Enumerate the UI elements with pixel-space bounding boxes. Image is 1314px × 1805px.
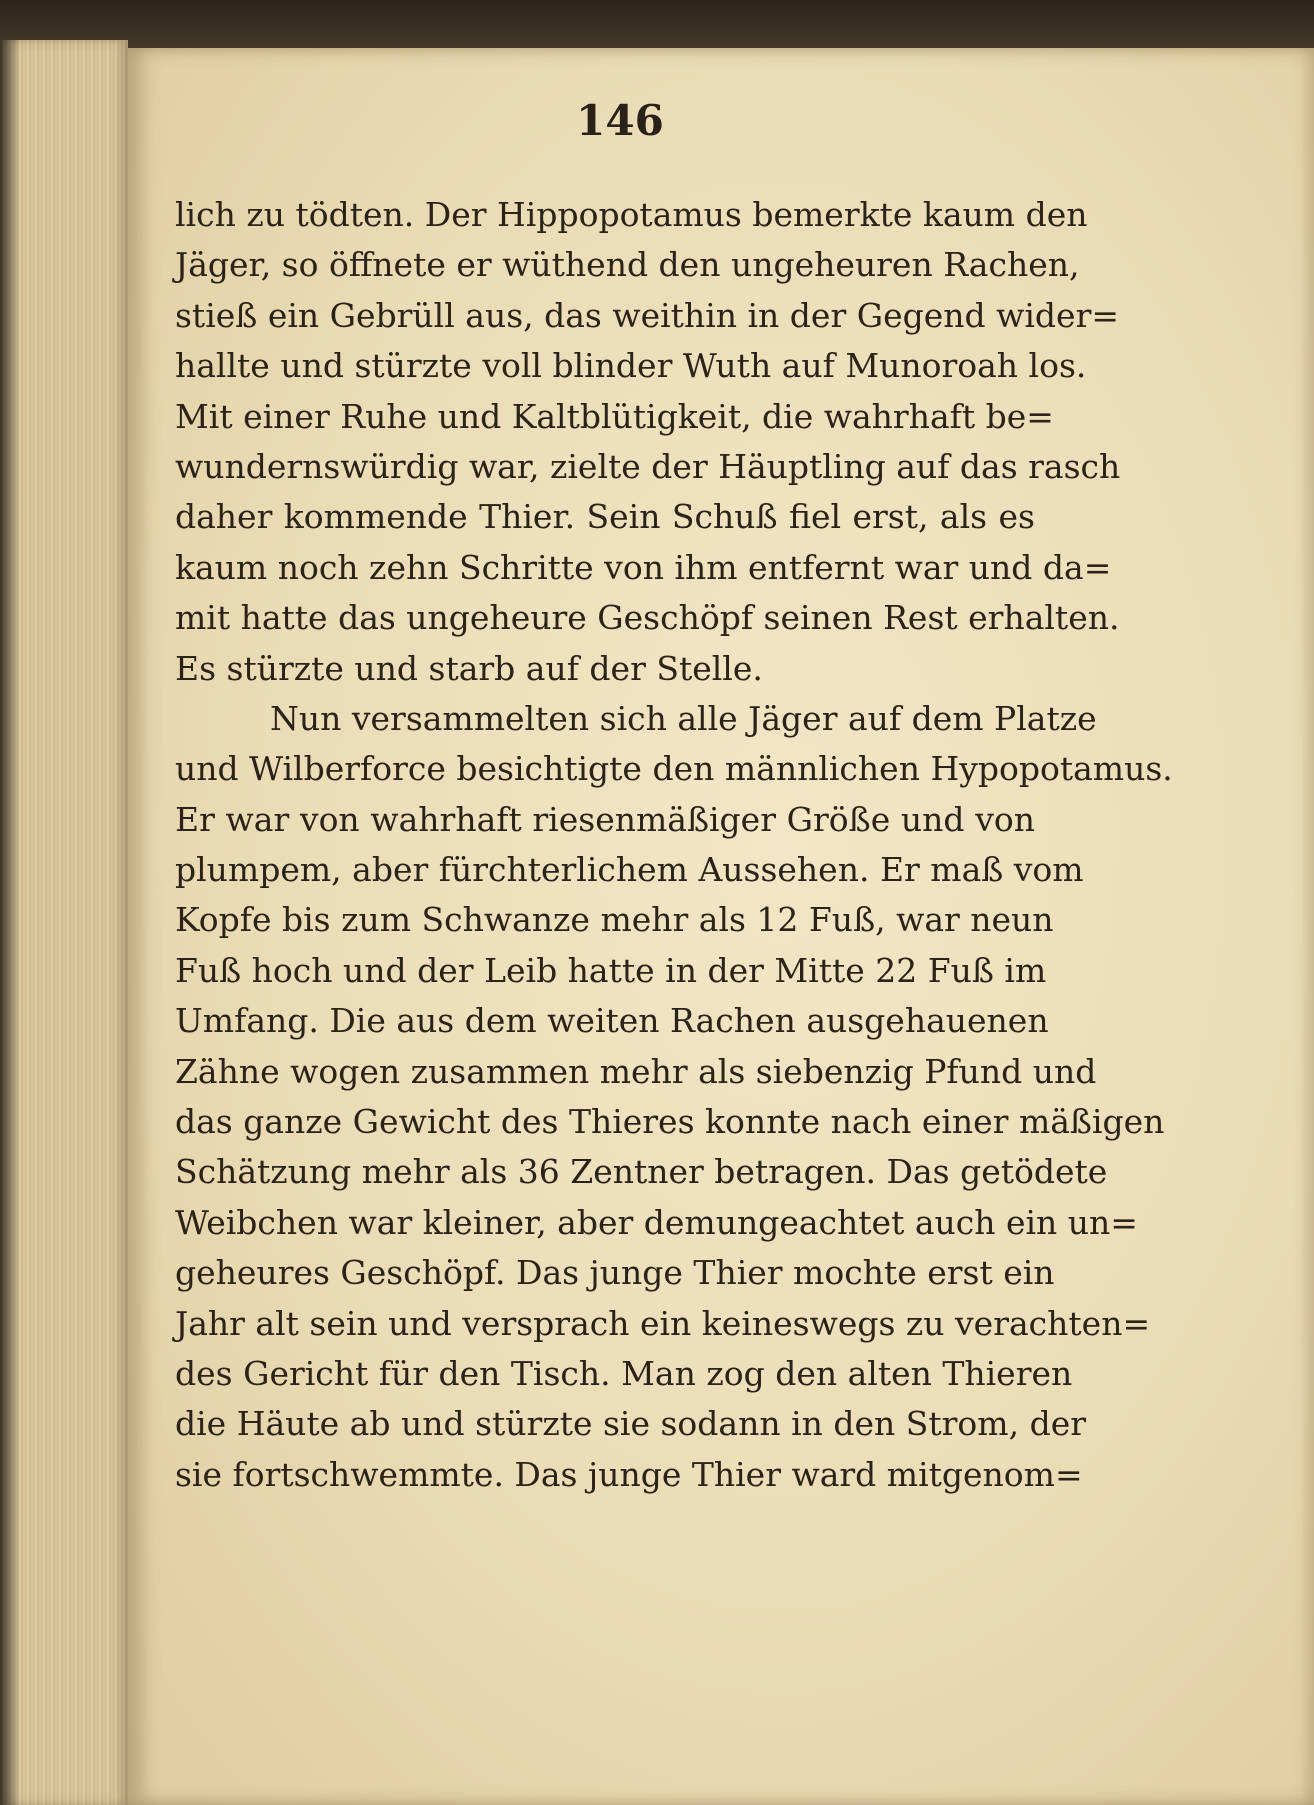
text-line: Weibchen war kleiner, aber demungeachtet auch ein un= — [175, 1202, 1138, 1242]
text-line: hallte und stürzte voll blinder Wuth auf Munoroah los. — [175, 346, 1087, 386]
text-line: Er war von wahrhaft riesenmäßiger Größe und von — [175, 799, 1035, 839]
text-line: Nun versammelten sich alle Jäger auf dem Platze — [270, 698, 1097, 738]
text-line: sie fortschwemmte. Das junge Thier ward mitgenom= — [175, 1454, 1083, 1494]
text-line: Jäger, so öffnete er wüthend den ungeheuren Rachen, — [175, 245, 1080, 285]
page-number: 146 — [576, 96, 664, 145]
text-line: geheures Geschöpf. Das junge Thier mochte erst ein — [175, 1253, 1055, 1293]
text-line: kaum noch zehn Schritte von ihm entfernt war und da= — [175, 547, 1112, 587]
text-line: plumpem, aber fürchterlichem Aussehen. Er maß vom — [175, 850, 1084, 890]
body-text — [175, 190, 1173, 1500]
text-line: stieß ein Gebrüll aus, das weithin in der Gegend wider= — [175, 295, 1119, 335]
text-line: Kopfe bis zum Schwanze mehr als 12 Fuß, war neun — [175, 900, 1054, 940]
text-line: Schätzung mehr als 36 Zentner betragen. Das getödete — [175, 1152, 1108, 1192]
text-line: Umfang. Die aus dem weiten Rachen ausgehauenen — [175, 1001, 1049, 1041]
text-line: die Häute ab und stürzte sie sodann in den Strom, der — [175, 1404, 1086, 1444]
text-line: wundernswürdig war, zielte der Häuptling auf das rasch — [175, 446, 1121, 486]
text-line: und Wilberforce besichtigte den männlichen Hypopotamus. — [175, 749, 1173, 789]
text-line: Zähne wogen zusammen mehr als siebenzig Pfund und — [175, 1051, 1097, 1091]
text-line: Jahr alt sein und versprach ein keineswegs zu verachten= — [175, 1303, 1151, 1343]
text-line: mit hatte das ungeheure Geschöpf seinen Rest erhalten. — [175, 598, 1120, 638]
text-line: lich zu tödten. Der Hippopotamus bemerkte kaum den — [175, 195, 1088, 234]
text-line: daher kommende Thier. Sein Schuß fiel erst, als es — [175, 497, 1035, 537]
page-edges — [0, 40, 128, 1805]
text-line: Fuß hoch und der Leib hatte in der Mitte 22 Fuß im — [175, 950, 1047, 990]
text-line: das ganze Gewicht des Thieres konnte nach einer mäßigen — [175, 1102, 1165, 1142]
text-line: Es stürzte und starb auf der Stelle. — [175, 648, 763, 688]
text-line: Mit einer Ruhe und Kaltblütigkeit, die wahrhaft be= — [175, 396, 1054, 436]
text-line: des Gericht für den Tisch. Man zog den alten Thieren — [175, 1353, 1073, 1393]
